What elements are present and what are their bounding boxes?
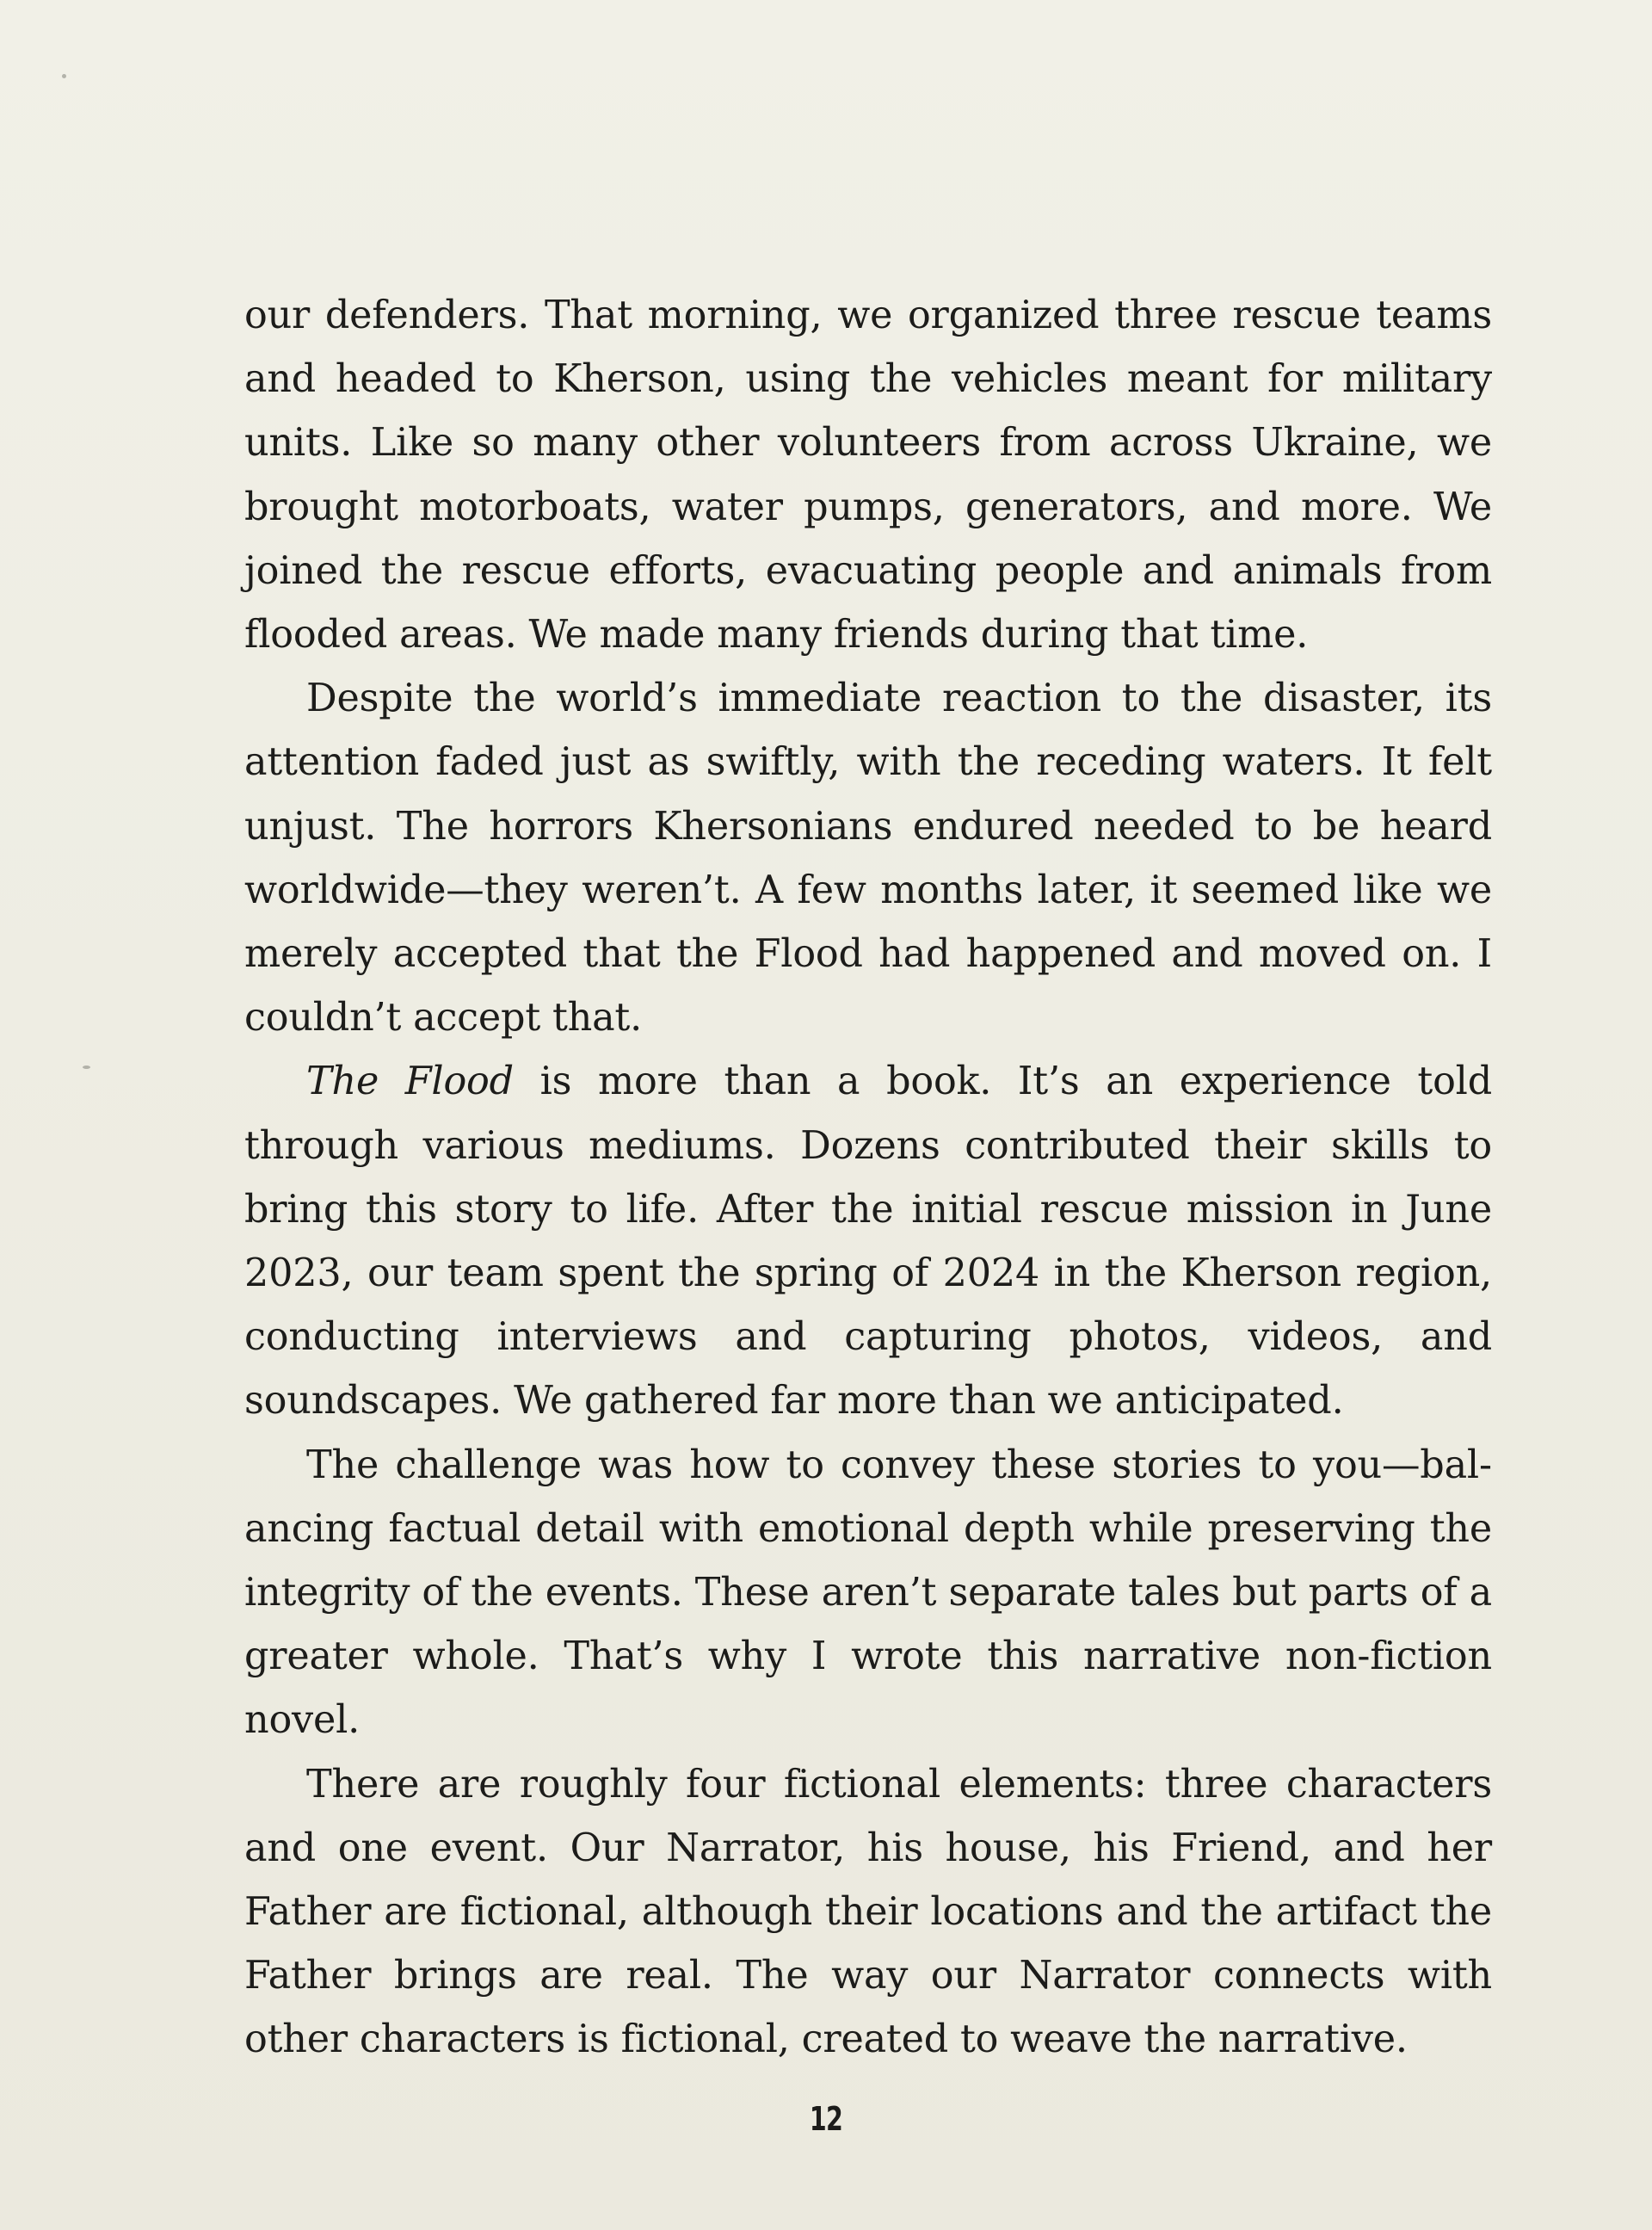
paragraph	[244, 1050, 1492, 1433]
paragraph-text: Despite the world’s immediate reaction to the disaster, its attention faded just as swiftly, with the receding waters. It felt unjust. The horrors Khersonians endured needed to be heard worldwide—they weren’t. A few months later, it seemed like we merely accepted that the Flood had happened and moved on. I couldn’t accept that.	[244, 676, 1492, 1041]
paper-speck	[62, 74, 66, 78]
paragraph	[244, 1434, 1492, 1753]
body-text	[244, 284, 1492, 2072]
paragraph-text: The challenge was how to convey these stories to you—balancing factual detail with emotional depth while preserving the integrity of the events. These aren’t separate tales but parts of a greater whole. That’s why I wrote this narrative non-fiction novel.	[244, 1442, 1492, 1743]
book-title-italic: The Flood	[306, 1059, 514, 1104]
paragraph	[244, 284, 1492, 667]
paragraph	[244, 667, 1492, 1050]
paragraph-text: our defenders. That morning, we organized three rescue teams and headed to Kherson, using the vehicles meant for military units. Like so many other volunteers from across Ukraine, we brought motorboats, water pumps, generators, and more. We joined the rescue efforts, evacuating people and animals from flooded areas. We made many friends during that time.	[244, 293, 1492, 658]
page-number: 12	[809, 2100, 843, 2138]
paragraph-text: There are roughly four fictional elements: three characters and one event. Our Narrator, his house, his Friend, and her Father are fictional, although their locations and the artifact the Father brings are real. The way our Narrator connects with other characters is fictional, created to weave the narrative.	[244, 1762, 1492, 2062]
paper-speck	[83, 1066, 90, 1069]
paragraph	[244, 1753, 1492, 2072]
paragraph-text: is more than a book. It’s an experience told through various mediums. Dozens contributed their skills to bring this story to life. After the initial rescue mission in June 2023, our team spent the spring of 2024 in the Kherson region, conducting interviews and capturing photos, videos, and soundscapes. We gathered far more than we anticipated.	[244, 1059, 1492, 1424]
